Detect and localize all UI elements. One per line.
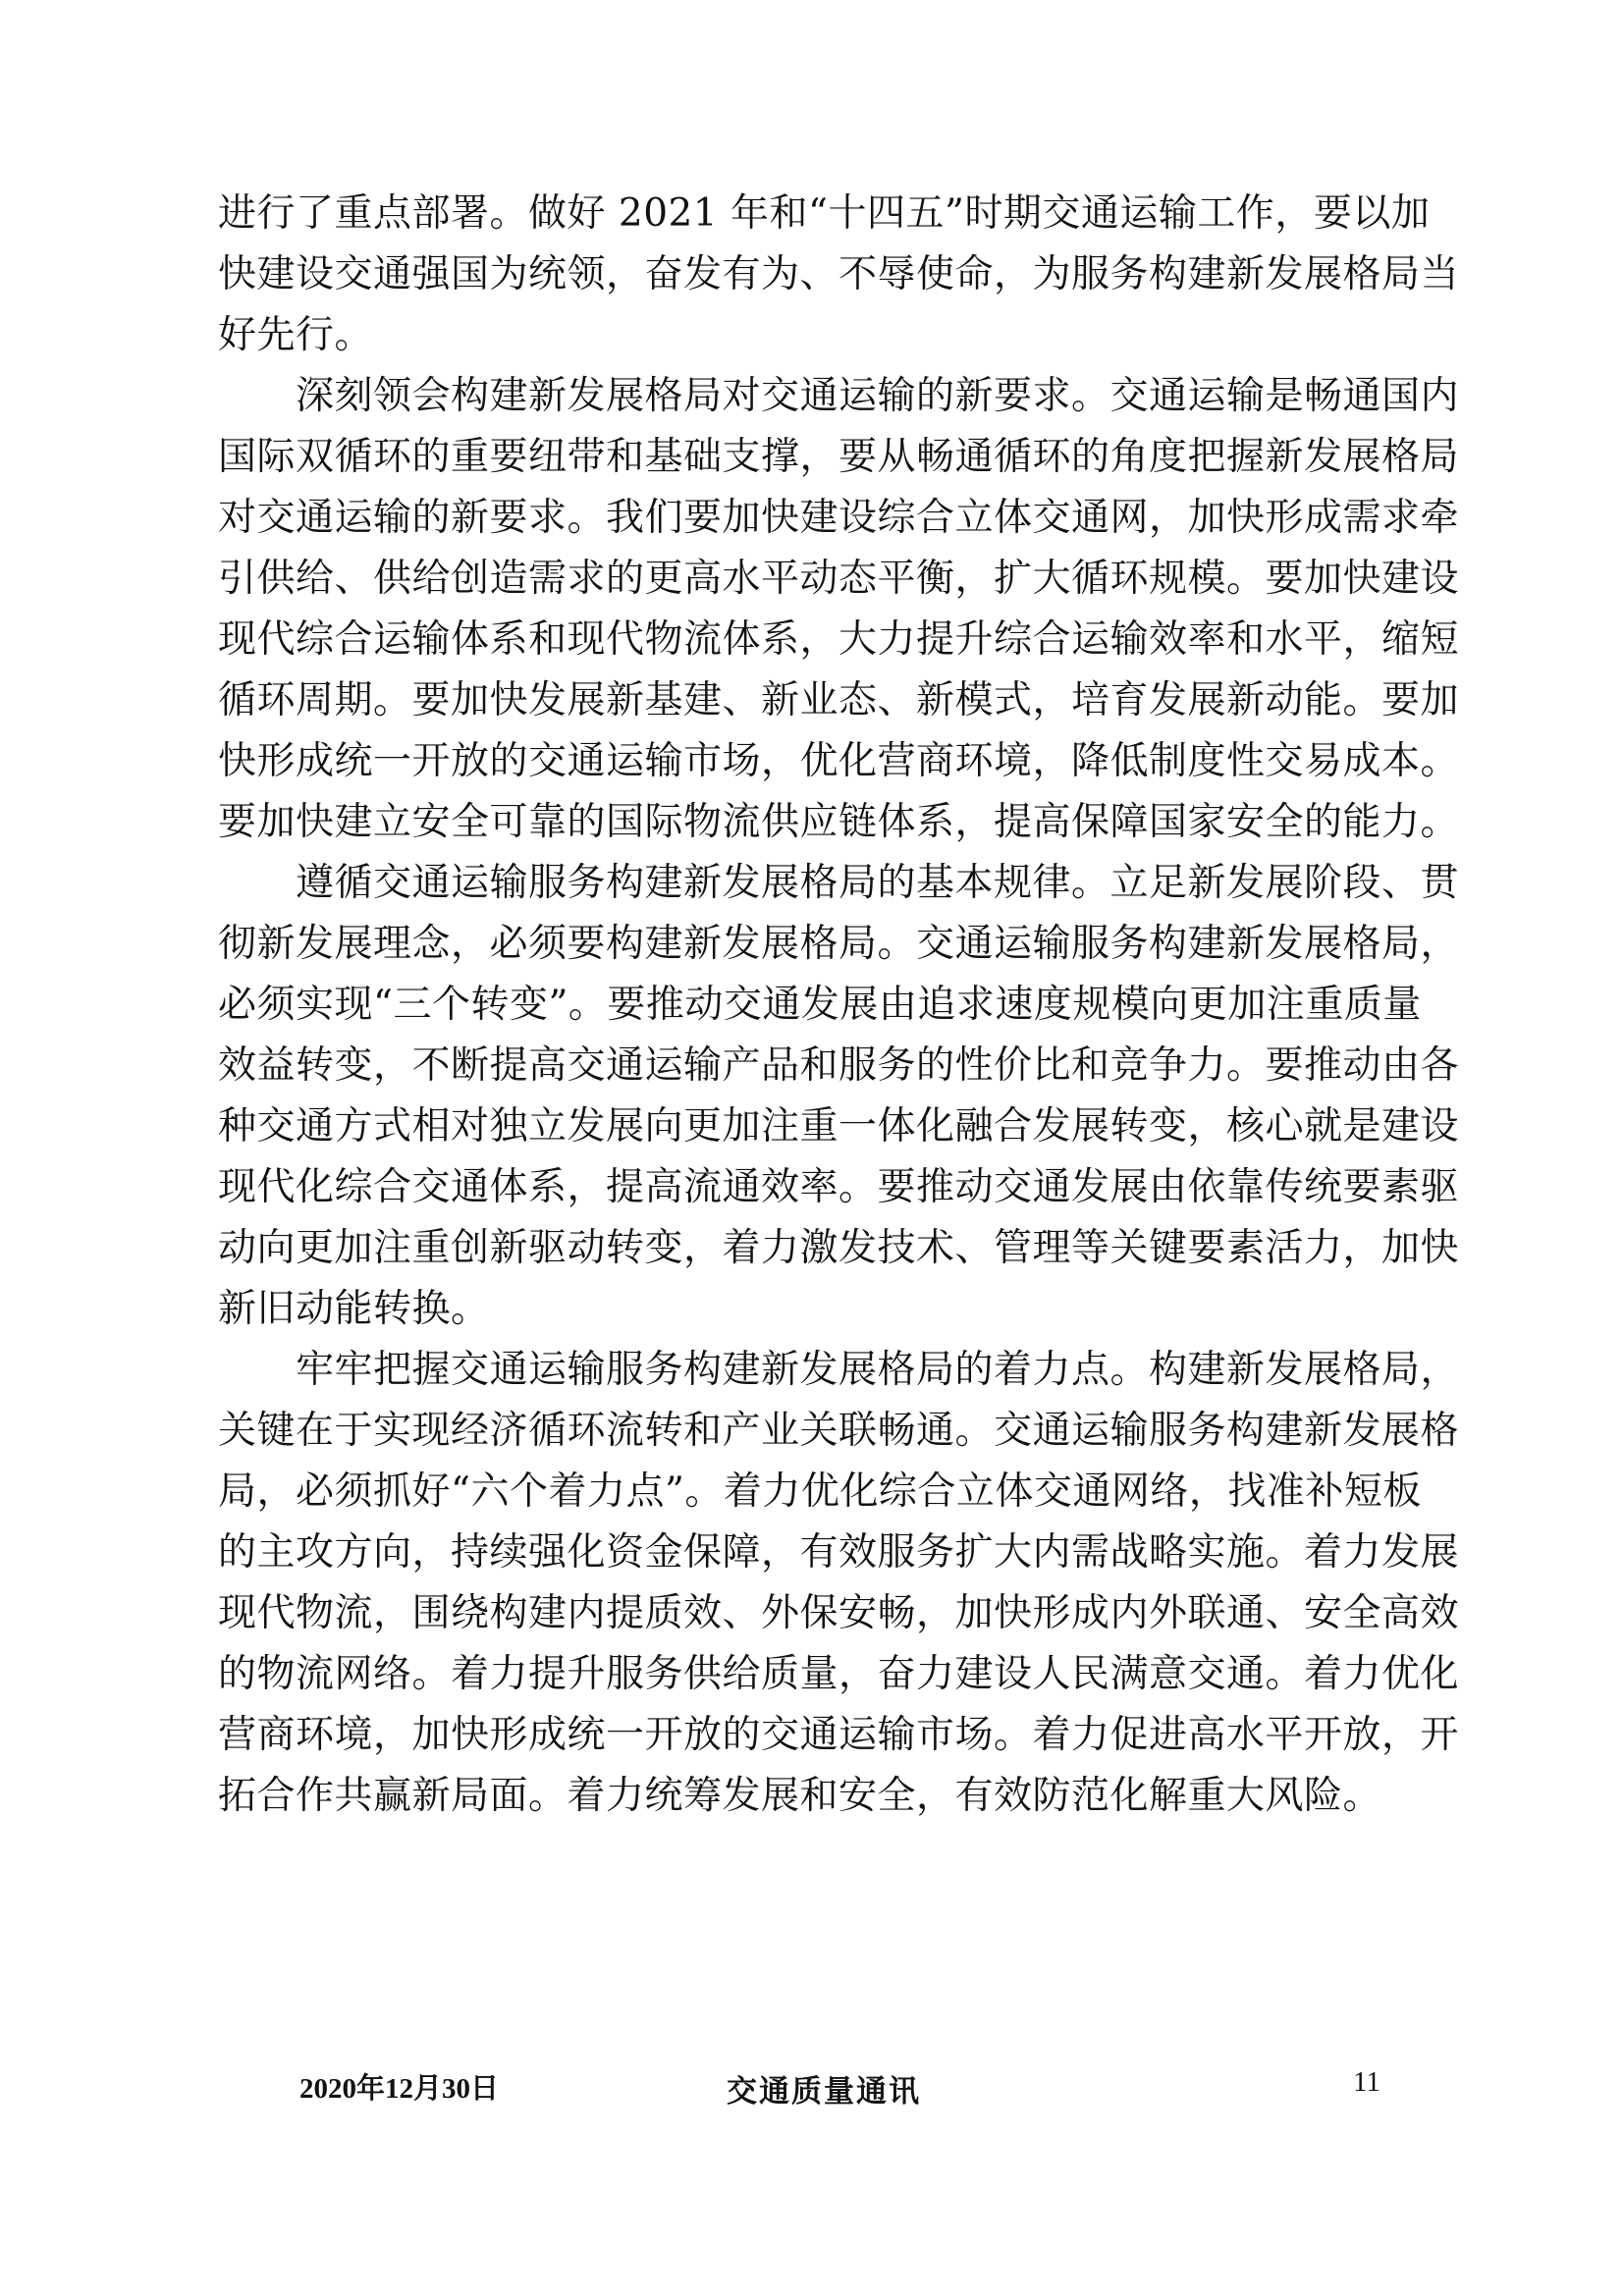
article-body: [218, 184, 1463, 1827]
text-line: 遵循交通运输服务构建新发展格局的基本规律。立足新发展阶段、贯: [218, 861, 1460, 905]
text-line: 快形成统一开放的交通运输市场，优化营商环境，降低制度性交易成本。: [218, 739, 1460, 783]
text-line: 的主攻方向，持续强化资金保障，有效服务扩大内需战略实施。着力发展: [218, 1530, 1460, 1575]
text-line: 国际双循环的重要纽带和基础支撑，要从畅通循环的角度把握新发展格局: [218, 435, 1460, 479]
text-line: 深刻领会构建新发展格局对交通运输的新要求。交通运输是畅通国内: [218, 374, 1460, 418]
text-line: 现代化综合交通体系，提高流通效率。要推动交通发展由依靠传统要素驱: [218, 1165, 1460, 1209]
text-line: 新旧动能转换。: [218, 1287, 490, 1331]
text-line: 动向更加注重创新驱动转变，着力激发技术、管理等关键要素活力，加快: [218, 1226, 1460, 1270]
text-line: 的物流网络。着力提升服务供给质量，奋力建设人民满意交通。着力优化: [218, 1652, 1460, 1696]
text-line: 现代综合运输体系和现代物流体系，大力提升综合运输效率和水平，缩短: [218, 617, 1460, 662]
text-line: 快建设交通强国为统领，奋发有为、不辱使命，为服务构建新发展格局当: [218, 252, 1460, 296]
page-number: 11: [1353, 2066, 1380, 2098]
text-line: 牢牢把握交通运输服务构建新发展格局的着力点。构建新发展格局，: [218, 1348, 1460, 1392]
text-line: 引供给、供给创造需求的更高水平动态平衡，扩大循环规模。要加快建设: [218, 557, 1460, 601]
text-line: 效益转变，不断提高交通运输产品和服务的性价比和竞争力。要推动由各: [218, 1043, 1460, 1088]
text-line: 要加快建立安全可靠的国际物流供应链体系，提高保障国家安全的能力。: [218, 800, 1460, 844]
text-line: 种交通方式相对独立发展向更加注重一体化融合发展转变，核心就是建设: [218, 1104, 1460, 1148]
page-footer: [0, 2066, 1623, 2109]
text-line: 进行了重点部署。做好 2021 年和“十四五”时期交通运输工作，要以加: [218, 191, 1431, 236]
text-line: 循环周期。要加快发展新基建、新业态、新模式，培育发展新动能。要加: [218, 678, 1460, 722]
text-line: 对交通运输的新要求。我们要加快建设综合立体交通网，加快形成需求牵: [218, 496, 1460, 540]
text-line: 营商环境，加快形成统一开放的交通运输市场。着力促进高水平开放，开: [218, 1713, 1460, 1757]
text-line: 好先行。: [218, 313, 374, 357]
footer-date: 2020年12月30日: [299, 2073, 500, 2105]
text-line: 拓合作共赢新局面。着力统筹发展和安全，有效防范化解重大风险。: [218, 1774, 1382, 1818]
text-line: 关键在于实现经济循环流转和产业关联畅通。交通运输服务构建新发展格: [218, 1409, 1460, 1453]
text-line: 必须实现“三个转变”。要推动交通发展由追求速度规模向更加注重质量: [218, 983, 1422, 1027]
text-line: 彻新发展理念，必须要构建新发展格局。交通运输服务构建新发展格局，: [218, 922, 1460, 966]
footer-publication-title: 交通质量通讯: [727, 2074, 921, 2109]
text-line: 现代物流，围绕构建内提质效、外保安畅，加快形成内外联通、安全高效: [218, 1591, 1460, 1635]
text-line: 局，必须抓好“六个着力点”。着力优化综合立体交通网络，找准补短板: [218, 1469, 1422, 1514]
